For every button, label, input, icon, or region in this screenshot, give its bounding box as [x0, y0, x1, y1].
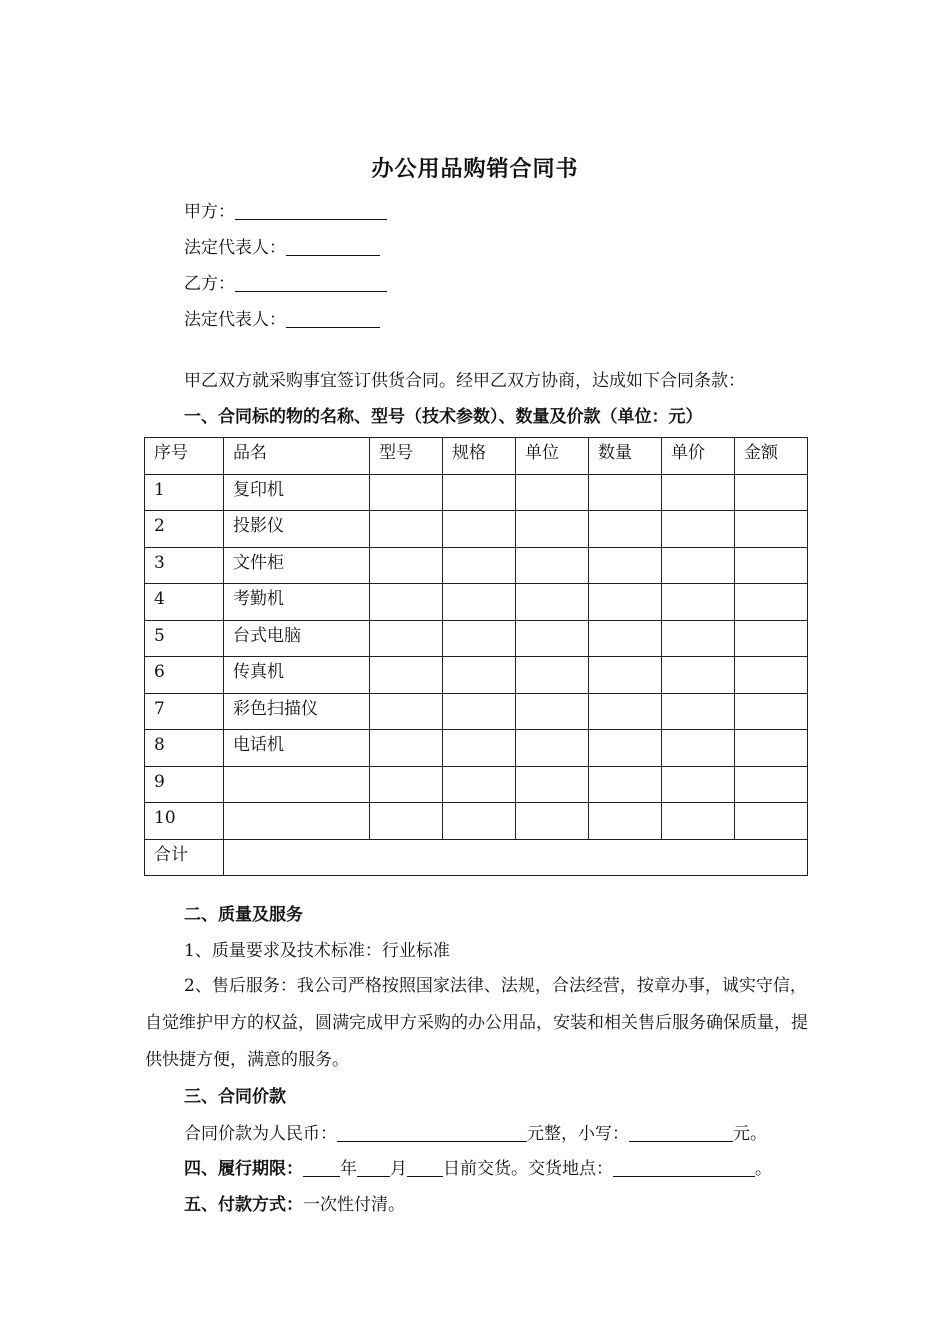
item-name-cell[interactable]: 电话机	[224, 730, 370, 767]
table-row	[145, 620, 808, 657]
item-name-cell[interactable]: 考勤机	[224, 584, 370, 621]
term-end: 。	[755, 1159, 772, 1179]
entry-cell[interactable]	[735, 547, 808, 584]
day-blank[interactable]	[407, 1158, 443, 1177]
item-name-cell[interactable]: 投影仪	[224, 511, 370, 548]
entry-cell[interactable]	[516, 730, 589, 767]
entry-cell[interactable]	[516, 584, 589, 621]
item-name-cell[interactable]: 台式电脑	[224, 620, 370, 657]
price-prefix: 合同价款为人民币：	[184, 1124, 337, 1144]
entry-cell[interactable]	[516, 547, 589, 584]
goods-table	[144, 437, 808, 876]
item-name-cell[interactable]: 彩色扫描仪	[224, 693, 370, 730]
section1-heading: 一、合同标的物的名称、型号（技术参数）、数量及价款（单位：元）	[184, 407, 703, 427]
entry-cell[interactable]	[735, 693, 808, 730]
entry-cell[interactable]	[589, 584, 662, 621]
year-label: 年	[340, 1159, 357, 1179]
table-row	[145, 511, 808, 548]
party-a-rep-blank[interactable]	[286, 237, 380, 256]
party-b-line	[184, 272, 387, 296]
entry-cell[interactable]	[370, 803, 443, 840]
entry-cell[interactable]	[662, 511, 735, 548]
entry-cell[interactable]	[443, 657, 516, 694]
item-name-cell[interactable]: 传真机	[224, 657, 370, 694]
entry-cell[interactable]	[735, 803, 808, 840]
entry-cell[interactable]	[443, 584, 516, 621]
row-number-cell: 5	[145, 620, 224, 657]
price-mid: 元整，小写：	[527, 1124, 629, 1144]
entry-cell[interactable]	[443, 766, 516, 803]
year-blank[interactable]	[303, 1158, 340, 1177]
entry-cell[interactable]	[589, 657, 662, 694]
item-name-cell[interactable]: 复印机	[224, 474, 370, 511]
total-row	[145, 839, 808, 876]
delivery-text: 日前交货。交货地点：	[443, 1159, 613, 1179]
entry-cell[interactable]	[589, 620, 662, 657]
table-row	[145, 657, 808, 694]
entry-cell[interactable]	[589, 547, 662, 584]
entry-cell[interactable]	[516, 693, 589, 730]
entry-cell[interactable]	[662, 693, 735, 730]
intro-text: 甲乙双方就采购事宜签订供货合同。经甲乙双方协商，达成如下合同条款：	[184, 371, 745, 391]
entry-cell[interactable]	[662, 657, 735, 694]
delivery-place-blank[interactable]	[613, 1158, 755, 1177]
header-cell: 单位	[516, 438, 589, 475]
entry-cell[interactable]	[370, 584, 443, 621]
month-blank[interactable]	[357, 1158, 390, 1177]
section4-heading: 四、履行期限：	[184, 1159, 303, 1179]
entry-cell[interactable]	[443, 693, 516, 730]
entry-cell[interactable]	[662, 803, 735, 840]
section3-heading: 三、合同价款	[184, 1087, 286, 1107]
entry-cell[interactable]	[735, 474, 808, 511]
party-b-rep-label: 法定代表人：	[184, 310, 286, 330]
table-row	[145, 803, 808, 840]
entry-cell[interactable]	[589, 474, 662, 511]
entry-cell[interactable]	[516, 474, 589, 511]
entry-cell[interactable]	[589, 730, 662, 767]
price-suffix: 元。	[733, 1124, 767, 1144]
section2-item1: 1、质量要求及技术标准：行业标准	[184, 941, 450, 961]
header-cell: 单价	[662, 438, 735, 475]
party-b-rep-blank[interactable]	[286, 309, 380, 328]
price-uppercase-blank[interactable]	[337, 1123, 527, 1142]
entry-cell[interactable]	[370, 547, 443, 584]
entry-cell[interactable]	[443, 547, 516, 584]
party-a-line	[184, 200, 387, 224]
entry-cell[interactable]	[443, 803, 516, 840]
entry-cell[interactable]	[370, 620, 443, 657]
entry-cell[interactable]	[589, 693, 662, 730]
party-b-blank[interactable]	[235, 273, 387, 292]
table-header-row	[145, 438, 808, 475]
header-cell: 型号	[370, 438, 443, 475]
entry-cell[interactable]	[735, 584, 808, 621]
item-name-cell[interactable]	[224, 766, 370, 803]
entry-cell[interactable]	[516, 657, 589, 694]
entry-cell[interactable]	[370, 657, 443, 694]
table-row	[145, 693, 808, 730]
entry-cell[interactable]	[589, 511, 662, 548]
entry-cell[interactable]	[516, 620, 589, 657]
row-number-cell: 10	[145, 803, 224, 840]
header-cell: 品名	[224, 438, 370, 475]
payment-text: 一次性付清。	[303, 1195, 405, 1215]
entry-cell[interactable]	[370, 693, 443, 730]
entry-cell[interactable]	[443, 474, 516, 511]
document-title: 办公用品购销合同书	[371, 157, 579, 182]
month-label: 月	[390, 1159, 407, 1179]
item-name-cell[interactable]: 文件柜	[224, 547, 370, 584]
entry-cell[interactable]	[662, 766, 735, 803]
table-row	[145, 584, 808, 621]
row-number-cell: 8	[145, 730, 224, 767]
party-a-rep-line	[184, 236, 380, 260]
entry-cell[interactable]	[516, 803, 589, 840]
header-cell: 金额	[735, 438, 808, 475]
row-number-cell: 7	[145, 693, 224, 730]
entry-cell[interactable]	[370, 730, 443, 767]
row-number-cell: 9	[145, 766, 224, 803]
price-lowercase-blank[interactable]	[629, 1123, 733, 1142]
entry-cell[interactable]	[662, 620, 735, 657]
entry-cell[interactable]	[370, 766, 443, 803]
section2-heading: 二、质量及服务	[184, 905, 303, 925]
entry-cell[interactable]	[443, 620, 516, 657]
entry-cell[interactable]	[443, 511, 516, 548]
section2-item2: 2、售后服务：我公司严格按照国家法律、法规，合法经营，按章办事，诚实守信，自觉维护甲方的权益，圆满完成甲方采购的办公用品，安装和相关售后服务确保质量，提供快捷方便，满意的服务。	[145, 976, 808, 1070]
entry-cell[interactable]	[662, 547, 735, 584]
entry-cell[interactable]	[662, 584, 735, 621]
item-name-cell[interactable]	[224, 803, 370, 840]
party-a-label: 甲方：	[184, 202, 235, 222]
entry-cell[interactable]	[662, 730, 735, 767]
entry-cell[interactable]	[662, 474, 735, 511]
row-number-cell: 3	[145, 547, 224, 584]
entry-cell[interactable]	[370, 511, 443, 548]
entry-cell[interactable]	[735, 766, 808, 803]
row-number-cell: 2	[145, 511, 224, 548]
table-row	[145, 766, 808, 803]
header-cell: 规格	[443, 438, 516, 475]
row-number-cell: 4	[145, 584, 224, 621]
entry-cell[interactable]	[443, 730, 516, 767]
party-b-label: 乙方：	[184, 274, 235, 294]
row-number-cell: 1	[145, 474, 224, 511]
table-row	[145, 547, 808, 584]
entry-cell[interactable]	[735, 620, 808, 657]
entry-cell[interactable]	[735, 730, 808, 767]
row-number-cell: 6	[145, 657, 224, 694]
price-line	[184, 1122, 767, 1146]
entry-cell[interactable]	[516, 766, 589, 803]
section5-heading: 五、付款方式：	[184, 1195, 303, 1215]
entry-cell[interactable]	[735, 511, 808, 548]
total-value-cell[interactable]	[224, 839, 808, 876]
entry-cell[interactable]	[589, 803, 662, 840]
total-label-cell: 合计	[145, 839, 224, 876]
table-row	[145, 730, 808, 767]
header-cell: 数量	[589, 438, 662, 475]
party-a-rep-label: 法定代表人：	[184, 238, 286, 258]
entry-cell[interactable]	[589, 766, 662, 803]
payment-line	[184, 1193, 405, 1217]
party-b-rep-line	[184, 308, 380, 332]
entry-cell[interactable]	[516, 511, 589, 548]
table-row	[145, 474, 808, 511]
entry-cell[interactable]	[370, 474, 443, 511]
party-a-blank[interactable]	[235, 201, 387, 220]
term-line	[184, 1157, 772, 1181]
header-cell: 序号	[145, 438, 224, 475]
entry-cell[interactable]	[735, 657, 808, 694]
